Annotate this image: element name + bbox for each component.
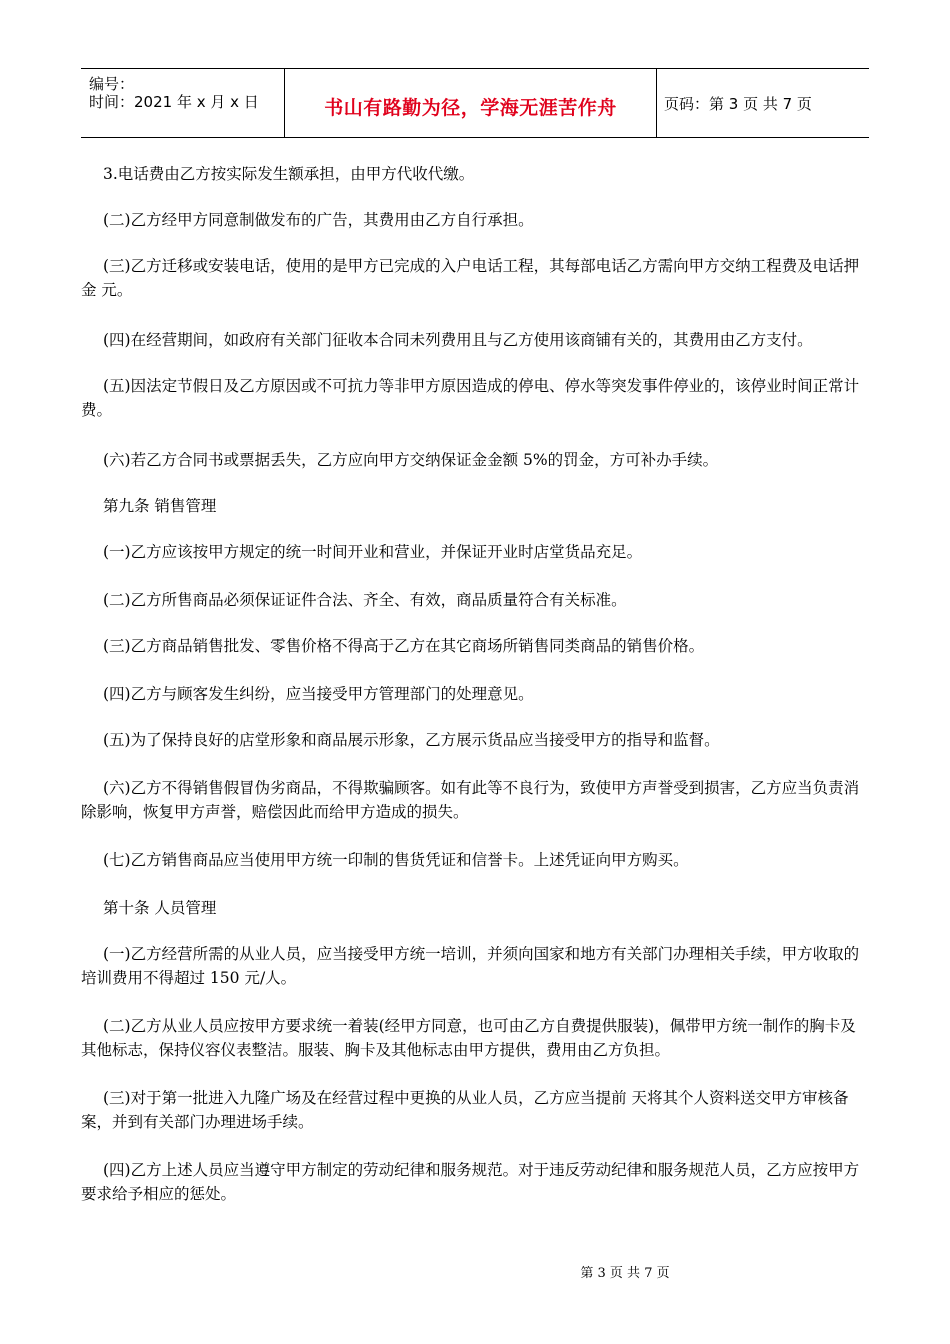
paragraph: (一)乙方经营所需的从业人员，应当接受甲方统一培训，并须向国家和地方有关部门办理相关手续，甲方收取的培训费用不得超过 150 元/人。 [81, 945, 860, 987]
header-motto: 书山有路勤为径，学海无涯苦作舟 [324, 97, 617, 119]
paragraph: 3.电话费由乙方按实际发生额承担，由甲方代收代缴。 [103, 165, 475, 183]
header-page-info: 页码：第 3 页 共 7 页 [664, 95, 812, 113]
paragraph: (二)乙方所售商品必须保证证件合法、齐全、有效，商品质量符合有关标准。 [103, 591, 627, 609]
paragraph: (四)在经营期间，如政府有关部门征收本合同未列费用且与乙方使用该商铺有关的，其费用由乙方支付。 [103, 331, 813, 349]
paragraph: (五)为了保持良好的店堂形象和商品展示形象，乙方展示货品应当接受甲方的指导和监督。 [103, 731, 720, 749]
paragraph: (六)若乙方合同书或票据丢失，乙方应向甲方交纳保证金金额 5%的罚金，方可补办手续。 [103, 451, 719, 469]
paragraph: (三)对于第一批进入九隆广场及在经营过程中更换的从业人员，乙方应当提前 天将其个人资料送交甲方审核备案，并到有关部门办理进场手续。 [81, 1089, 849, 1131]
paragraph: (四)乙方上述人员应当遵守甲方制定的劳动纪律和服务规范。对于违反劳动纪律和服务规范人员，乙方应按甲方要求给予相应的惩处。 [81, 1161, 860, 1203]
section-heading: 第九条 销售管理 [103, 497, 217, 515]
paragraph: (六)乙方不得销售假冒伪劣商品，不得欺骗顾客。如有此等不良行为，致使甲方声誉受到损害，乙方应当负责消除影响，恢复甲方声誉，赔偿因此而给甲方造成的损失。 [81, 779, 860, 821]
paragraph: (三)乙方迁移或安装电话，使用的是甲方已完成的入户电话工程，其每部电话乙方需向甲方交纳工程费及电话押金 元。 [81, 257, 860, 299]
section-heading: 第十条 人员管理 [103, 899, 217, 917]
paragraph: (二)乙方从业人员应按甲方要求统一着装(经甲方同意，也可由乙方自费提供服装)，佩带甲方统一制作的胸卡及其他标志，保持仪容仪表整洁。服装、胸卡及其他标志由甲方提供，费用由乙方负担。 [81, 1017, 856, 1059]
header-meta-cell [81, 69, 284, 137]
page-footer: 第 3 页 共 7 页 [580, 1266, 670, 1281]
header-motto-cell [284, 69, 657, 137]
document-date-label: 时间：2021 年 x 月 x 日 [89, 93, 259, 111]
paragraph: (七)乙方销售商品应当使用甲方统一印制的售货凭证和信誉卡。上述凭证向甲方购买。 [103, 851, 689, 869]
paragraph: (三)乙方商品销售批发、零售价格不得高于乙方在其它商场所销售同类商品的销售价格。 [103, 637, 705, 655]
document-number-label: 编号： [89, 75, 135, 93]
document-header [81, 68, 869, 138]
paragraph: (一)乙方应该按甲方规定的统一时间开业和营业，并保证开业时店堂货品充足。 [103, 543, 643, 561]
paragraph: (二)乙方经甲方同意制做发布的广告，其费用由乙方自行承担。 [103, 211, 534, 229]
header-page-cell [656, 69, 869, 137]
paragraph: (四)乙方与顾客发生纠纷，应当接受甲方管理部门的处理意见。 [103, 685, 534, 703]
paragraph: (五)因法定节假日及乙方原因或不可抗力等非甲方原因造成的停电、停水等突发事件停业的，该停业时间正常计费。 [81, 377, 860, 419]
